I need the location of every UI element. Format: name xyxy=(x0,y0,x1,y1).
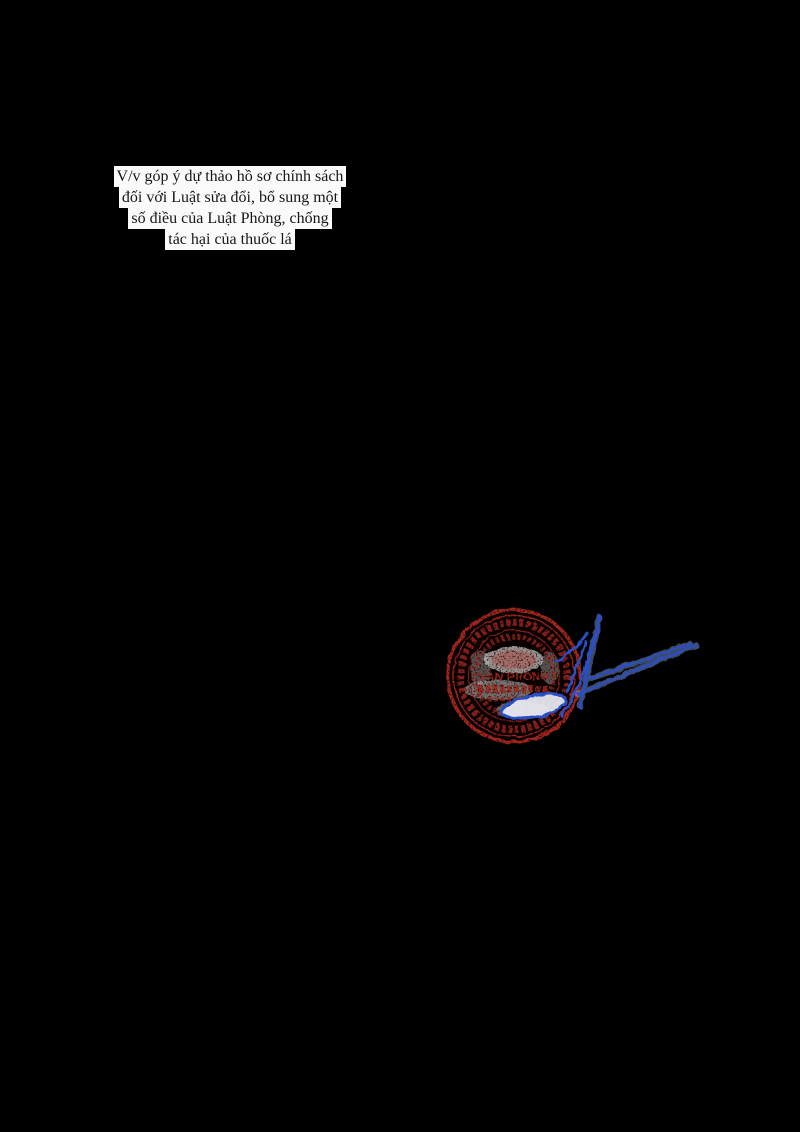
stamp-signature-graphic xyxy=(438,598,710,766)
official-stamp-icon xyxy=(448,610,580,742)
stamp-center-text: VĂN PHÒNG xyxy=(478,671,550,683)
subject-line-2: đối với Luật sửa đổi, bổ sung một xyxy=(119,187,341,208)
subject-line-1: V/v góp ý dự thảo hồ sơ chính sách xyxy=(114,166,347,187)
subject-block xyxy=(104,166,356,250)
subject-line-3: số điều của Luật Phòng, chống xyxy=(128,208,331,229)
subject-line-4: tác hại của thuốc lá xyxy=(165,229,295,250)
